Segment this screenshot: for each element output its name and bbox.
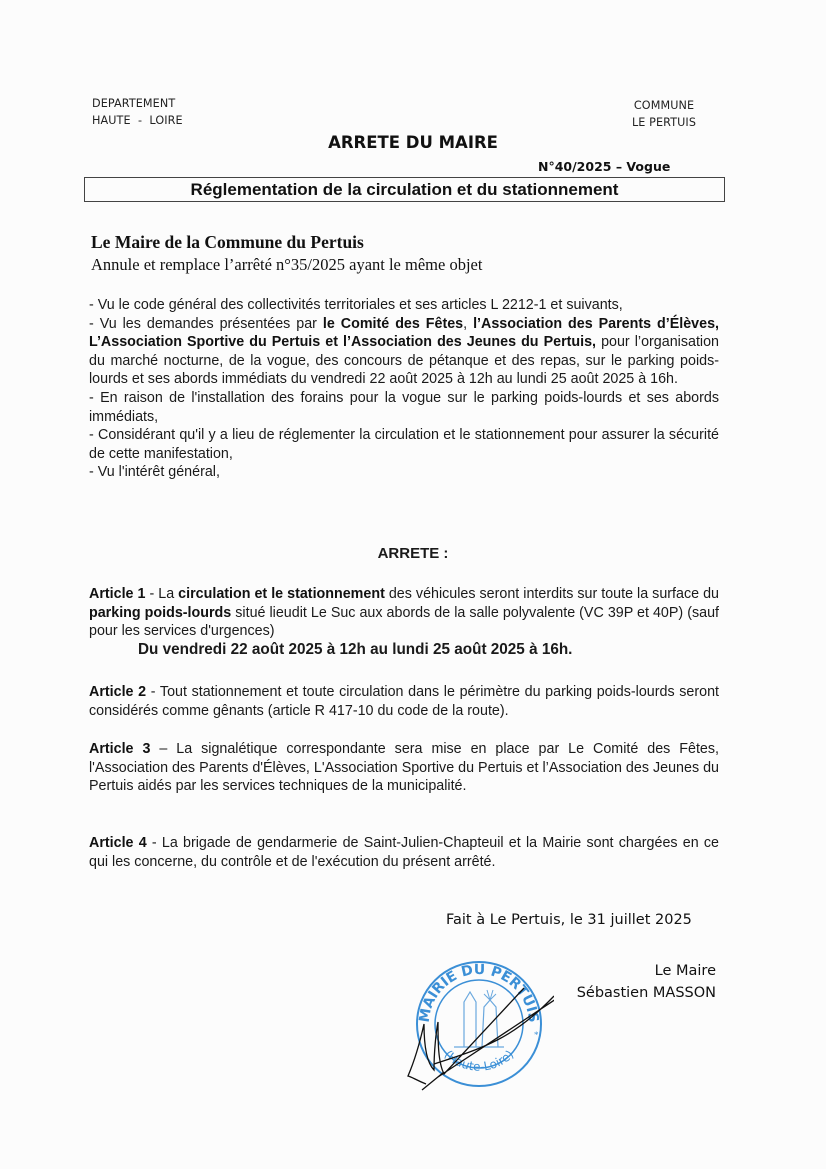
official-stamp-and-signature xyxy=(404,952,554,1102)
article-1: Article 1 - La circulation et le stationnement des véhicules seront interdits sur toute la surface du parking poids-lourds situé lieudit Le Suc aux abords de la salle polyvalente (VC 39P et 40P) (sauf pour les services d'urgences) xyxy=(89,586,719,640)
department-label: DEPARTEMENT xyxy=(92,97,176,110)
decree-reference: N°40/2025 – Vogue xyxy=(538,159,671,174)
signatory-role: Le Maire xyxy=(654,963,716,979)
article-3: Article 3 – La signalétique correspondante sera mise en place par Le Comité des Fêtes, l'Association des Parents d'Élèves, L'Association Sportive du Pertuis et l’Association des Jeunes du Pertuis aidés par les services techniques de la municipalité. xyxy=(89,741,719,795)
decree-object-box: Réglementation de la circulation et du stationnement xyxy=(84,177,725,202)
mayor-stamp-icon xyxy=(404,952,554,1097)
commune-name: LE PERTUIS xyxy=(631,116,697,129)
signatory xyxy=(560,960,716,1004)
consideration-item: - Vu le code général des collectivités territoriales et ses articles L 2212-1 et suivants, xyxy=(89,297,623,313)
decree-heading: ARRETE : xyxy=(377,545,449,562)
department-name: HAUTE - LOIRE xyxy=(92,114,183,127)
signatory-name: Sébastien MASSON xyxy=(576,985,716,1001)
consideration-item: - Considérant qu'il y a lieu de réglementer la circulation et le stationnement pour assurer la sécurité de cette manifestation, xyxy=(89,427,719,462)
article-2: Article 2 - Tout stationnement et toute circulation dans le périmètre du parking poids-lourds seront considérés comme gênants (article R 417-10 du code de la route). xyxy=(89,684,719,719)
document-title: ARRETE DU MAIRE xyxy=(328,133,498,152)
consideration-item: - Vu l'intérêt général, xyxy=(89,464,220,481)
commune-label: COMMUNE xyxy=(633,99,695,112)
authority-heading: Le Maire de la Commune du Pertuis xyxy=(91,232,364,252)
consideration-item: - En raison de l'installation des forains pour la vogue sur le parking poids-lourds et ses abords immédiats, xyxy=(89,389,719,425)
place-and-date: Fait à Le Pertuis, le 31 juillet 2025 xyxy=(446,912,692,928)
svg-text:MAIRIE DU PERTUIS: MAIRIE DU PERTUIS xyxy=(416,961,542,1024)
considerations xyxy=(89,296,719,482)
svg-text:*: * xyxy=(534,1030,539,1040)
svg-text:(Haute-Loire): (Haute-Loire) xyxy=(441,1047,517,1074)
article-label: Article 3 xyxy=(89,741,151,757)
replaces-note: Annule et remplace l’arrêté n°35/2025 ayant le même objet xyxy=(91,255,483,274)
article-1-dates: Du vendredi 22 août 2025 à 12h au lundi 25 août 2025 à 16h. xyxy=(138,641,573,658)
article-label: Article 2 xyxy=(89,684,147,700)
commune-header xyxy=(616,97,712,131)
article-label: Article 4 xyxy=(89,835,147,851)
article-label: Article 1 xyxy=(89,586,146,602)
department-header xyxy=(92,95,183,129)
article-4: Article 4 - La brigade de gendarmerie de Saint-Julien-Chapteuil et la Mairie sont chargées en ce qui les concerne, du contrôle et de l'exécution du présent arrêté. xyxy=(89,835,719,870)
consideration-item: - Vu les demandes présentées par le Comité des Fêtes, l’Association des Parents d’Élèves, L’Association Sportive du Pertuis et l’Association des Jeunes du Pertuis, pour l’organisation du marché nocturne, de la vogue, des concours de pétanque et des repas, sur le parking poids-lourds et ses abords immédiats du vendredi 22 août 2025 à 12h au lundi 25 août 2025 à 16h. xyxy=(89,315,719,388)
